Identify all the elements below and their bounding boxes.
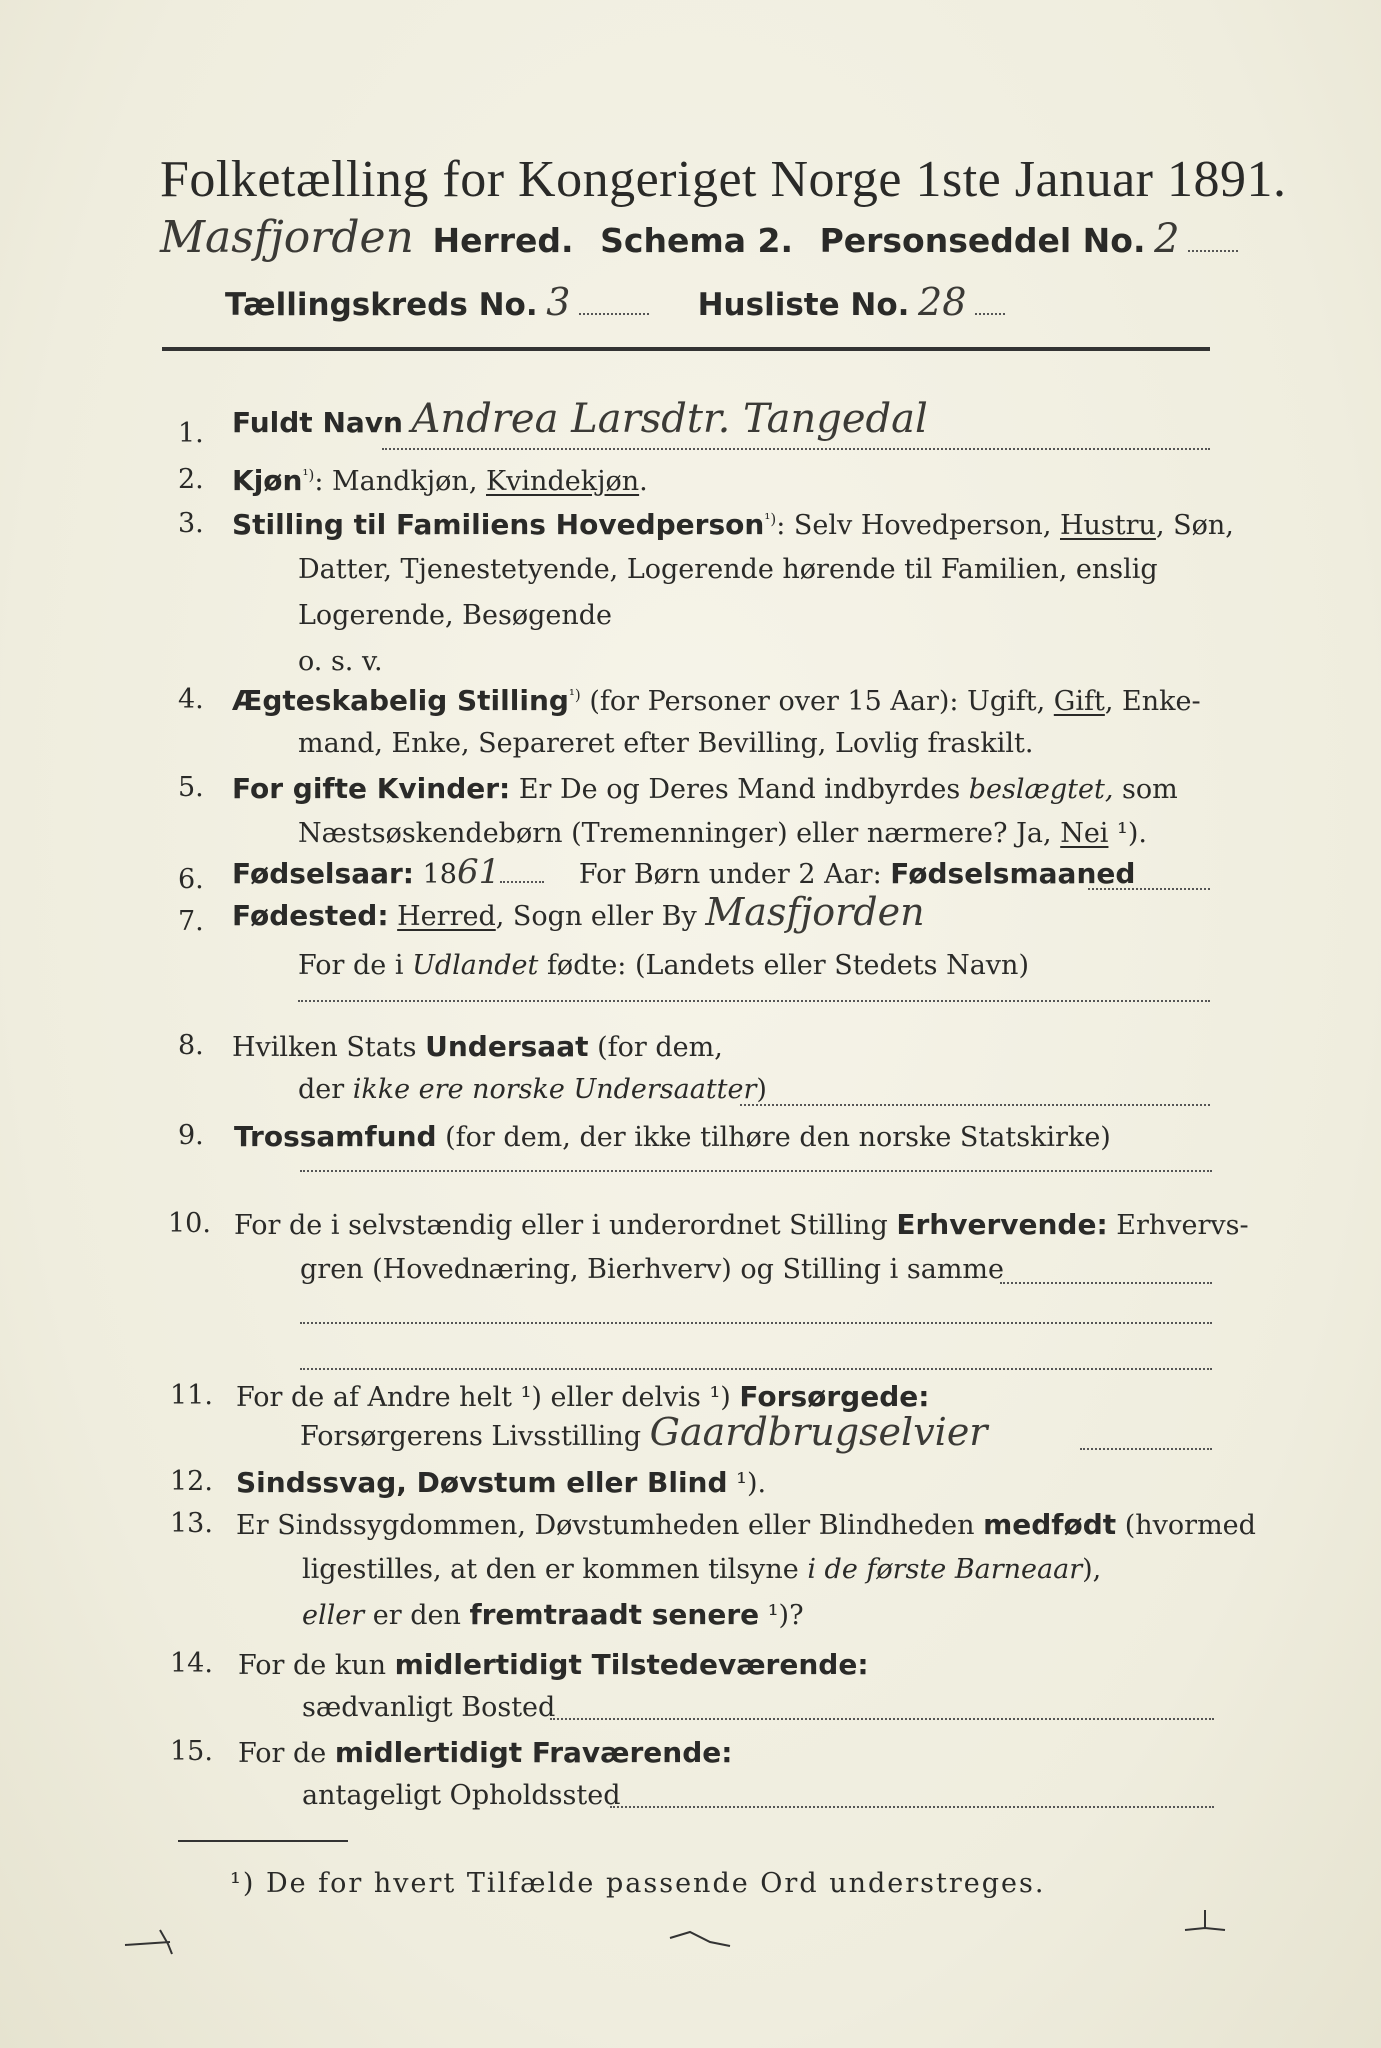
personseddel-handwritten: 2: [1154, 216, 1180, 262]
item-number: 14.: [170, 1648, 213, 1679]
item-number: 1.: [178, 418, 204, 449]
q7-line2-italic: Udlandet: [412, 950, 539, 981]
q8-line2: [298, 1074, 767, 1105]
item-number: 11.: [170, 1380, 213, 1411]
q6-label: Fødselsaar:: [232, 857, 414, 890]
herred-label: Herred.: [432, 221, 574, 260]
q10-text-a: For de i selvstændig eller i underordnet Stilling: [234, 1210, 897, 1241]
q8-dots: [740, 1104, 1210, 1106]
q8-text-a: Hvilken Stats: [232, 1032, 426, 1063]
q3-text-a: : Selv Hovedperson,: [776, 510, 1052, 541]
q7-underlined-option: Herred: [397, 901, 496, 932]
husliste-label: Husliste No.: [697, 287, 910, 323]
q5-label: For gifte Kvinder:: [232, 772, 511, 805]
q4-label: Ægteskabelig Stilling: [232, 684, 569, 717]
q12-label: Sindssvag, Døvstum eller Blind: [236, 1466, 728, 1499]
corner-mark-center: [660, 1920, 740, 1960]
item-number: 4.: [178, 684, 204, 715]
q8-text-b: (for dem,: [588, 1032, 723, 1063]
q2-underlined-option: Kvindekjøn: [486, 466, 640, 497]
herred-handwritten: Masfjorden: [160, 212, 414, 263]
personseddel-label: Personseddel No.: [819, 221, 1146, 260]
q15-fravaerende: [238, 1736, 732, 1769]
q7-line2: [298, 950, 1029, 981]
q6-text-b: For Børn under 2 Aar:: [578, 859, 882, 890]
q13-line2: [302, 1554, 1101, 1585]
item-number: 15.: [170, 1736, 213, 1767]
q5-italic: beslægtet,: [968, 774, 1114, 805]
q13-line3: [302, 1598, 804, 1631]
schema-label: Schema 2.: [600, 221, 793, 260]
q15-bold: midlertidigt Fraværende:: [334, 1736, 733, 1769]
q5-line2: [298, 818, 1147, 849]
q10-text-b: Erhvervs-: [1107, 1210, 1249, 1241]
item-number: 6.: [178, 864, 204, 895]
q5-end: ¹).: [1108, 818, 1147, 849]
q1-handwritten-name: Andrea Larsdtr. Tangedal: [411, 396, 928, 442]
q10-bold: Erhvervende:: [896, 1208, 1108, 1241]
q14-tilstedevaerende: [238, 1648, 869, 1681]
q6-fodselsaar: [232, 852, 1135, 892]
item-number: 5.: [178, 772, 204, 803]
q13-line3-b: ¹)?: [759, 1600, 804, 1631]
q3-underlined-option: Hustru: [1060, 510, 1156, 541]
q2-label: Kjøn: [232, 464, 303, 497]
q6-handwritten-year: 61: [456, 852, 501, 892]
q5-underlined-option: Nei: [1060, 818, 1109, 849]
q3-sup: ¹): [764, 510, 777, 528]
footnote-rule: [178, 1840, 348, 1842]
item-number: 9.: [178, 1120, 204, 1151]
q3-line2: Datter, Tjenestetyende, Logerende hørende til Familien, enslig: [298, 554, 1158, 585]
q14-dots: [550, 1718, 1214, 1720]
q2-kjon: [232, 464, 648, 497]
q1-fuldt-navn: [232, 396, 928, 442]
q13-line2-italic: i de første Barneaar: [807, 1554, 1083, 1585]
q9-label: Trossamfund: [234, 1120, 437, 1153]
q6-fodselsmaaned: Fødselsmaaned: [890, 857, 1136, 890]
q3-line3: Logerende, Besøgende: [298, 600, 612, 631]
q5-line2-text: Næstsøskendebørn (Tremenninger) eller nærmere? Ja,: [298, 818, 1052, 849]
q10-dots-c: [300, 1368, 1212, 1370]
q15-line2: antageligt Opholdssted: [302, 1780, 621, 1811]
q15-dots: [610, 1806, 1214, 1808]
q4-underlined-option: Gift: [1053, 686, 1105, 717]
q4-sup: ¹): [568, 686, 581, 704]
q14-text: For de kun: [238, 1650, 395, 1681]
taellingskreds-handwritten: 3: [546, 280, 571, 324]
q13-medfodt: [236, 1508, 1256, 1541]
item-number: 10.: [168, 1208, 211, 1239]
q14-bold: midlertidigt Tilstedeværende:: [394, 1648, 869, 1681]
q10-dots-a: [1000, 1282, 1212, 1284]
q10-erhverv: [234, 1208, 1249, 1241]
q13-line3-a: er den: [364, 1600, 470, 1631]
q3-label: Stilling til Familiens Hovedperson: [232, 508, 765, 541]
q11-forsorgede: [236, 1380, 929, 1413]
q14-line2: sædvanligt Bosted: [302, 1692, 556, 1723]
q2-end: .: [639, 466, 648, 497]
q8-line2-b: ): [756, 1074, 767, 1105]
q13-line3-bold: fremtraadt senere: [469, 1598, 760, 1631]
q11-bold: Forsørgede:: [739, 1380, 930, 1413]
item-number: 13.: [170, 1508, 213, 1539]
q8-bold: Undersaat: [425, 1030, 589, 1063]
item-number: 7.: [178, 906, 204, 937]
q3-stilling: [232, 508, 1234, 541]
q7-dots: [298, 1000, 1210, 1002]
q15-text: For de: [238, 1738, 335, 1769]
taellingskreds-label: Tællingskreds No.: [225, 287, 538, 323]
q8-undersaat: [232, 1030, 723, 1063]
q8-line2-a: der: [298, 1074, 353, 1105]
q11-dots: [1080, 1448, 1212, 1450]
q13-line2-b: ),: [1082, 1554, 1102, 1585]
q11-line2: [300, 1410, 987, 1454]
q7-line2-b: fødte: (Landets eller Stedets Navn): [538, 950, 1029, 981]
q8-line2-italic: ikke ere norske Undersaatter: [352, 1074, 757, 1105]
q12-end: ¹).: [727, 1468, 767, 1499]
q5-text-b: som: [1113, 774, 1178, 805]
q7-line2-a: For de i: [298, 950, 413, 981]
husliste-dots: [975, 312, 1005, 315]
q4-text-b: , Enke-: [1104, 686, 1201, 717]
form-title: Folketælling for Kongeriget Norge 1ste Januar 1891.: [160, 151, 1287, 208]
q5-text-a: Er De og Deres Mand indbyrdes: [510, 774, 969, 805]
q13-line2-a: ligestilles, at den er kommen tilsyne: [302, 1554, 808, 1585]
taellingskreds-dots: [579, 312, 649, 315]
husliste-handwritten: 28: [918, 280, 967, 324]
q11-text: For de af Andre helt ¹) eller delvis ¹): [236, 1382, 740, 1413]
item-number: 12.: [170, 1466, 213, 1497]
q13-bold: medfødt: [983, 1508, 1117, 1541]
q11-line2-text: Forsørgerens Livsstilling: [300, 1421, 642, 1452]
q9-dots: [300, 1170, 1212, 1172]
q11-handwritten: Gaardbrugselvier: [649, 1410, 988, 1454]
herred-line: [160, 212, 1238, 263]
q10-line2: gren (Hovednæring, Bierhverv) og Stilling i samme: [300, 1254, 1005, 1285]
item-number: 2.: [178, 464, 204, 495]
q4-text-a: (for Personer over 15 Aar): Ugift,: [580, 686, 1046, 717]
q7-handwritten-place: Masfjorden: [705, 890, 925, 934]
q1-dots: [382, 448, 1210, 450]
personseddel-dots: [1188, 249, 1238, 252]
q1-label: Fuldt Navn: [232, 406, 403, 439]
corner-mark-left: [120, 1920, 180, 1960]
q6-prefix: 18: [414, 859, 457, 890]
q12-sindssvag: [236, 1466, 766, 1499]
q4-aegteskab: [232, 684, 1201, 717]
q9-text: (for dem, der ikke tilhøre den norske Statskirke): [436, 1122, 1111, 1153]
q7-fodested: [232, 890, 925, 934]
q7-label: Fødested:: [232, 899, 389, 932]
q13-text-b: (hvormed: [1116, 1510, 1256, 1541]
footnote: ¹) De for hvert Tilfælde passende Ord understreges.: [230, 1868, 1046, 1899]
q10-dots-b: [300, 1322, 1212, 1324]
taellingskreds-line: [225, 280, 1005, 324]
item-number: 3.: [178, 508, 204, 539]
q5-gifte-kvinder: [232, 772, 1178, 805]
q7-text: , Sogn eller By: [495, 901, 697, 932]
q4-line2: mand, Enke, Separeret efter Bevilling, Lovlig fraskilt.: [298, 728, 1034, 759]
item-number: 8.: [178, 1030, 204, 1061]
corner-mark-right: [1180, 1900, 1240, 1950]
header-rule: [162, 347, 1210, 351]
q2-text: : Mandkjøn,: [314, 466, 478, 497]
q2-sup: ¹): [302, 466, 315, 484]
q6-dots-b: [1088, 888, 1210, 890]
q3-line4: o. s. v.: [298, 646, 383, 677]
q3-text-b: , Søn,: [1155, 510, 1234, 541]
q9-trossamfund: [234, 1120, 1111, 1153]
q13-line3-italic: eller: [302, 1600, 365, 1631]
q6-dots-a: [500, 880, 544, 883]
q13-text-a: Er Sindssygdommen, Døvstumheden eller Blindheden: [236, 1510, 984, 1541]
